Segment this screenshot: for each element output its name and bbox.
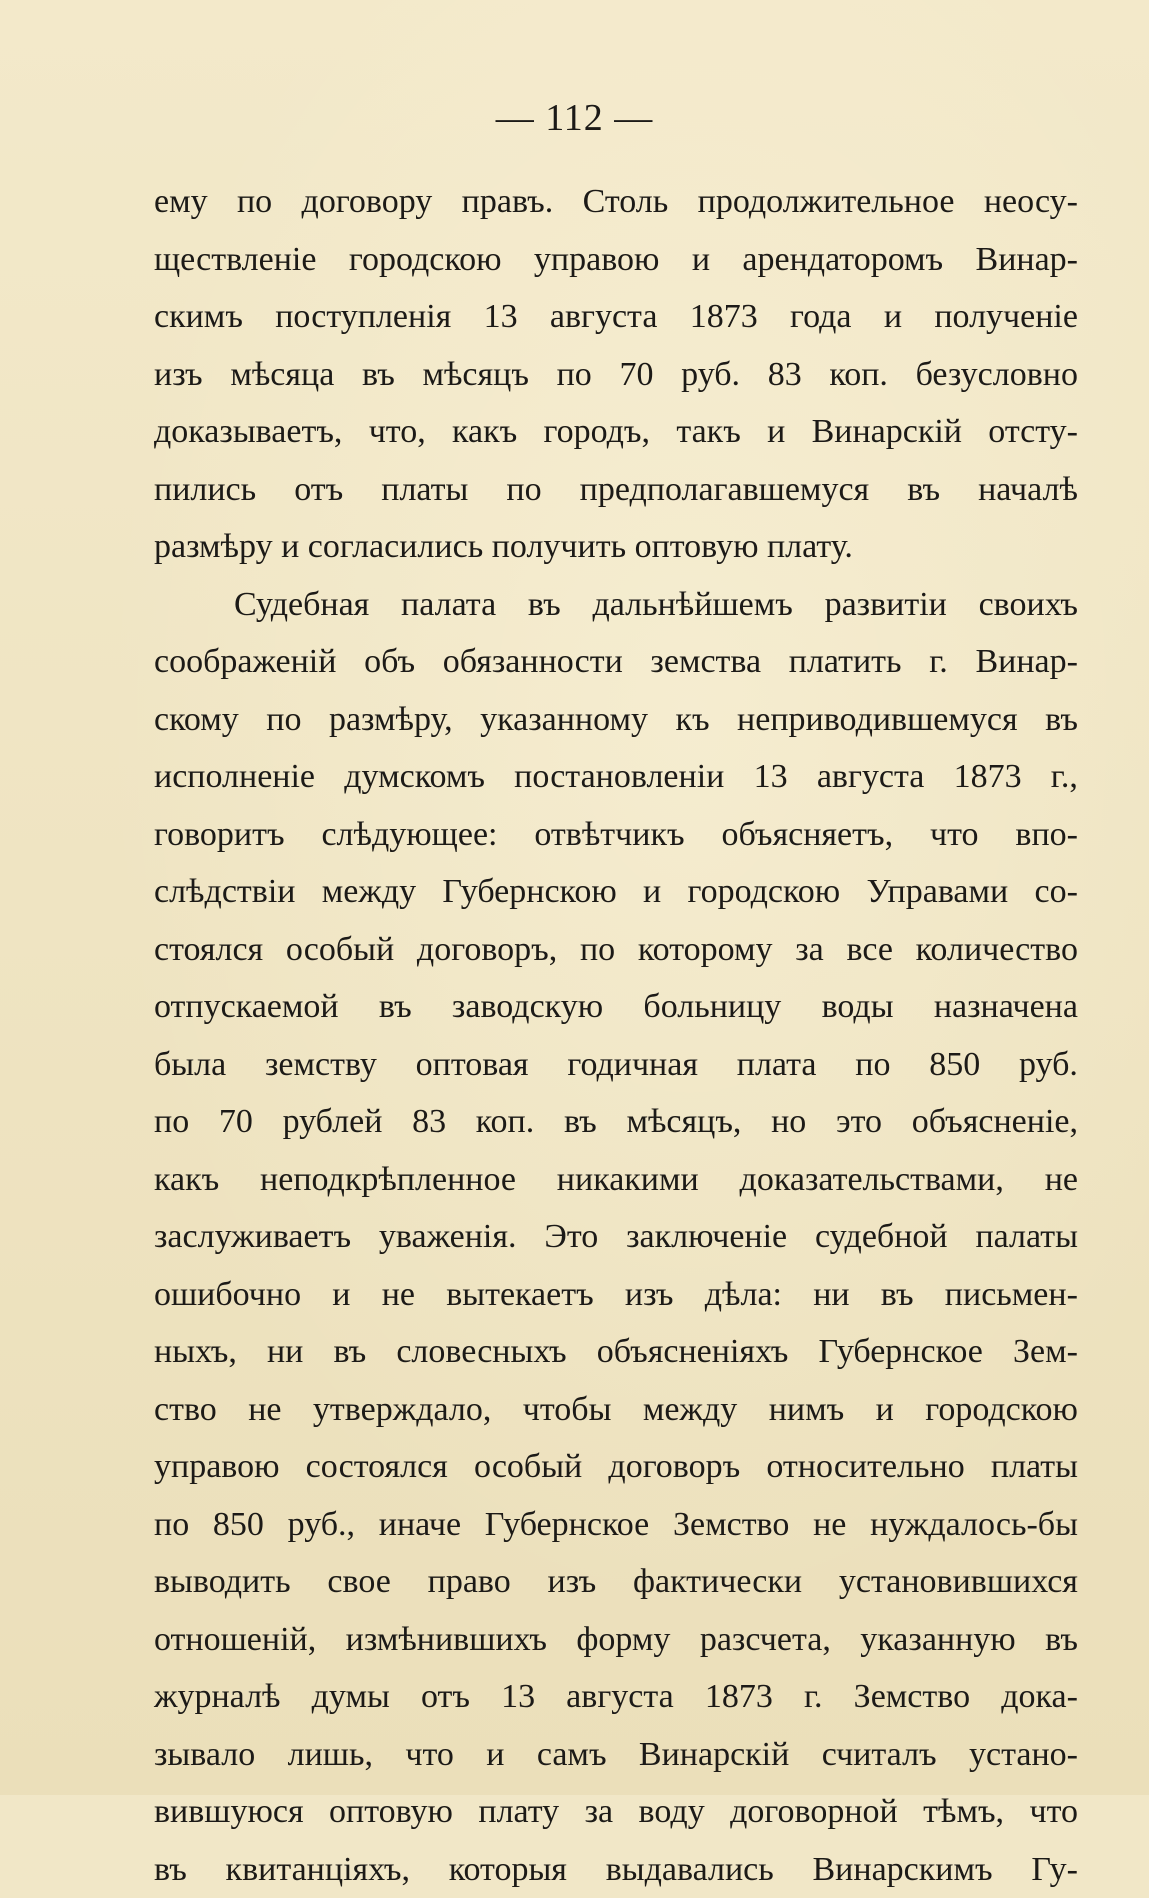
text-line: стоялся особый договоръ, по которому за все количество [154,921,1078,979]
text-line: зывало лишь, что и самъ Винарскій считалъ устано- [154,1726,1078,1784]
text-line: управою состоялся особый договоръ относительно платы [154,1438,1078,1496]
text-line: соображеній объ обязанности земства платить г. Винар- [154,633,1078,691]
text-line: слѣдствіи между Губернскою и городскою Управами со- [154,863,1078,921]
text-line: какъ неподкрѣпленное никакими доказательствами, не [154,1151,1078,1209]
text-line: ство не утверждало, чтобы между нимъ и городскою [154,1381,1078,1439]
text-line: отпускаемой въ заводскую больницу воды назначена [154,978,1078,1036]
text-line: Судебная палата въ дальнѣйшемъ развитіи своихъ [154,576,1078,634]
text-line: ныхъ, ни въ словесныхъ объясненіяхъ Губернское Зем- [154,1323,1078,1381]
text-line: размѣру и согласились получить оптовую плату. [154,518,1078,576]
text-line: по 850 руб., иначе Губернское Земство не нуждалось-бы [154,1496,1078,1554]
text-line: выводить свое право изъ фактически установившихся [154,1553,1078,1611]
text-line: изъ мѣсяца въ мѣсяцъ по 70 руб. 83 коп. безусловно [154,346,1078,404]
page-number: — 112 — [0,96,1149,140]
text-line: по 70 рублей 83 коп. въ мѣсяцъ, но это объясненіе, [154,1093,1078,1151]
text-line: скому по размѣру, указанному къ неприводившемуся въ [154,691,1078,749]
text-line: была земству оптовая годичная плата по 850 руб. [154,1036,1078,1094]
text-line: отношеній, измѣнившихъ форму разсчета, указанную въ [154,1611,1078,1669]
text-line: ществленіе городскою управою и арендаторомъ Винар- [154,231,1078,289]
body-text [154,173,1078,1898]
text-line: журналѣ думы отъ 13 августа 1873 г. Земство дока- [154,1668,1078,1726]
text-line: исполненіе думскомъ постановленіи 13 августа 1873 г., [154,748,1078,806]
text-line: доказываетъ, что, какъ городъ, такъ и Винарскій отсту- [154,403,1078,461]
text-line: въ квитанціяхъ, которыя выдавались Винарскимъ Гу- [154,1841,1078,1898]
text-line: вившуюся оптовую плату за воду договорной тѣмъ, что [154,1783,1078,1841]
text-line: говоритъ слѣдующее: отвѣтчикъ объясняетъ, что впо- [154,806,1078,864]
text-line: заслуживаетъ уваженія. Это заключеніе судебной палаты [154,1208,1078,1266]
text-line: ему по договору правъ. Столь продолжительное неосу- [154,173,1078,231]
text-line: ошибочно и не вытекаетъ изъ дѣла: ни въ письмен- [154,1266,1078,1324]
text-line: скимъ поступленія 13 августа 1873 года и полученіе [154,288,1078,346]
text-line: пились отъ платы по предполагавшемуся въ началѣ [154,461,1078,519]
